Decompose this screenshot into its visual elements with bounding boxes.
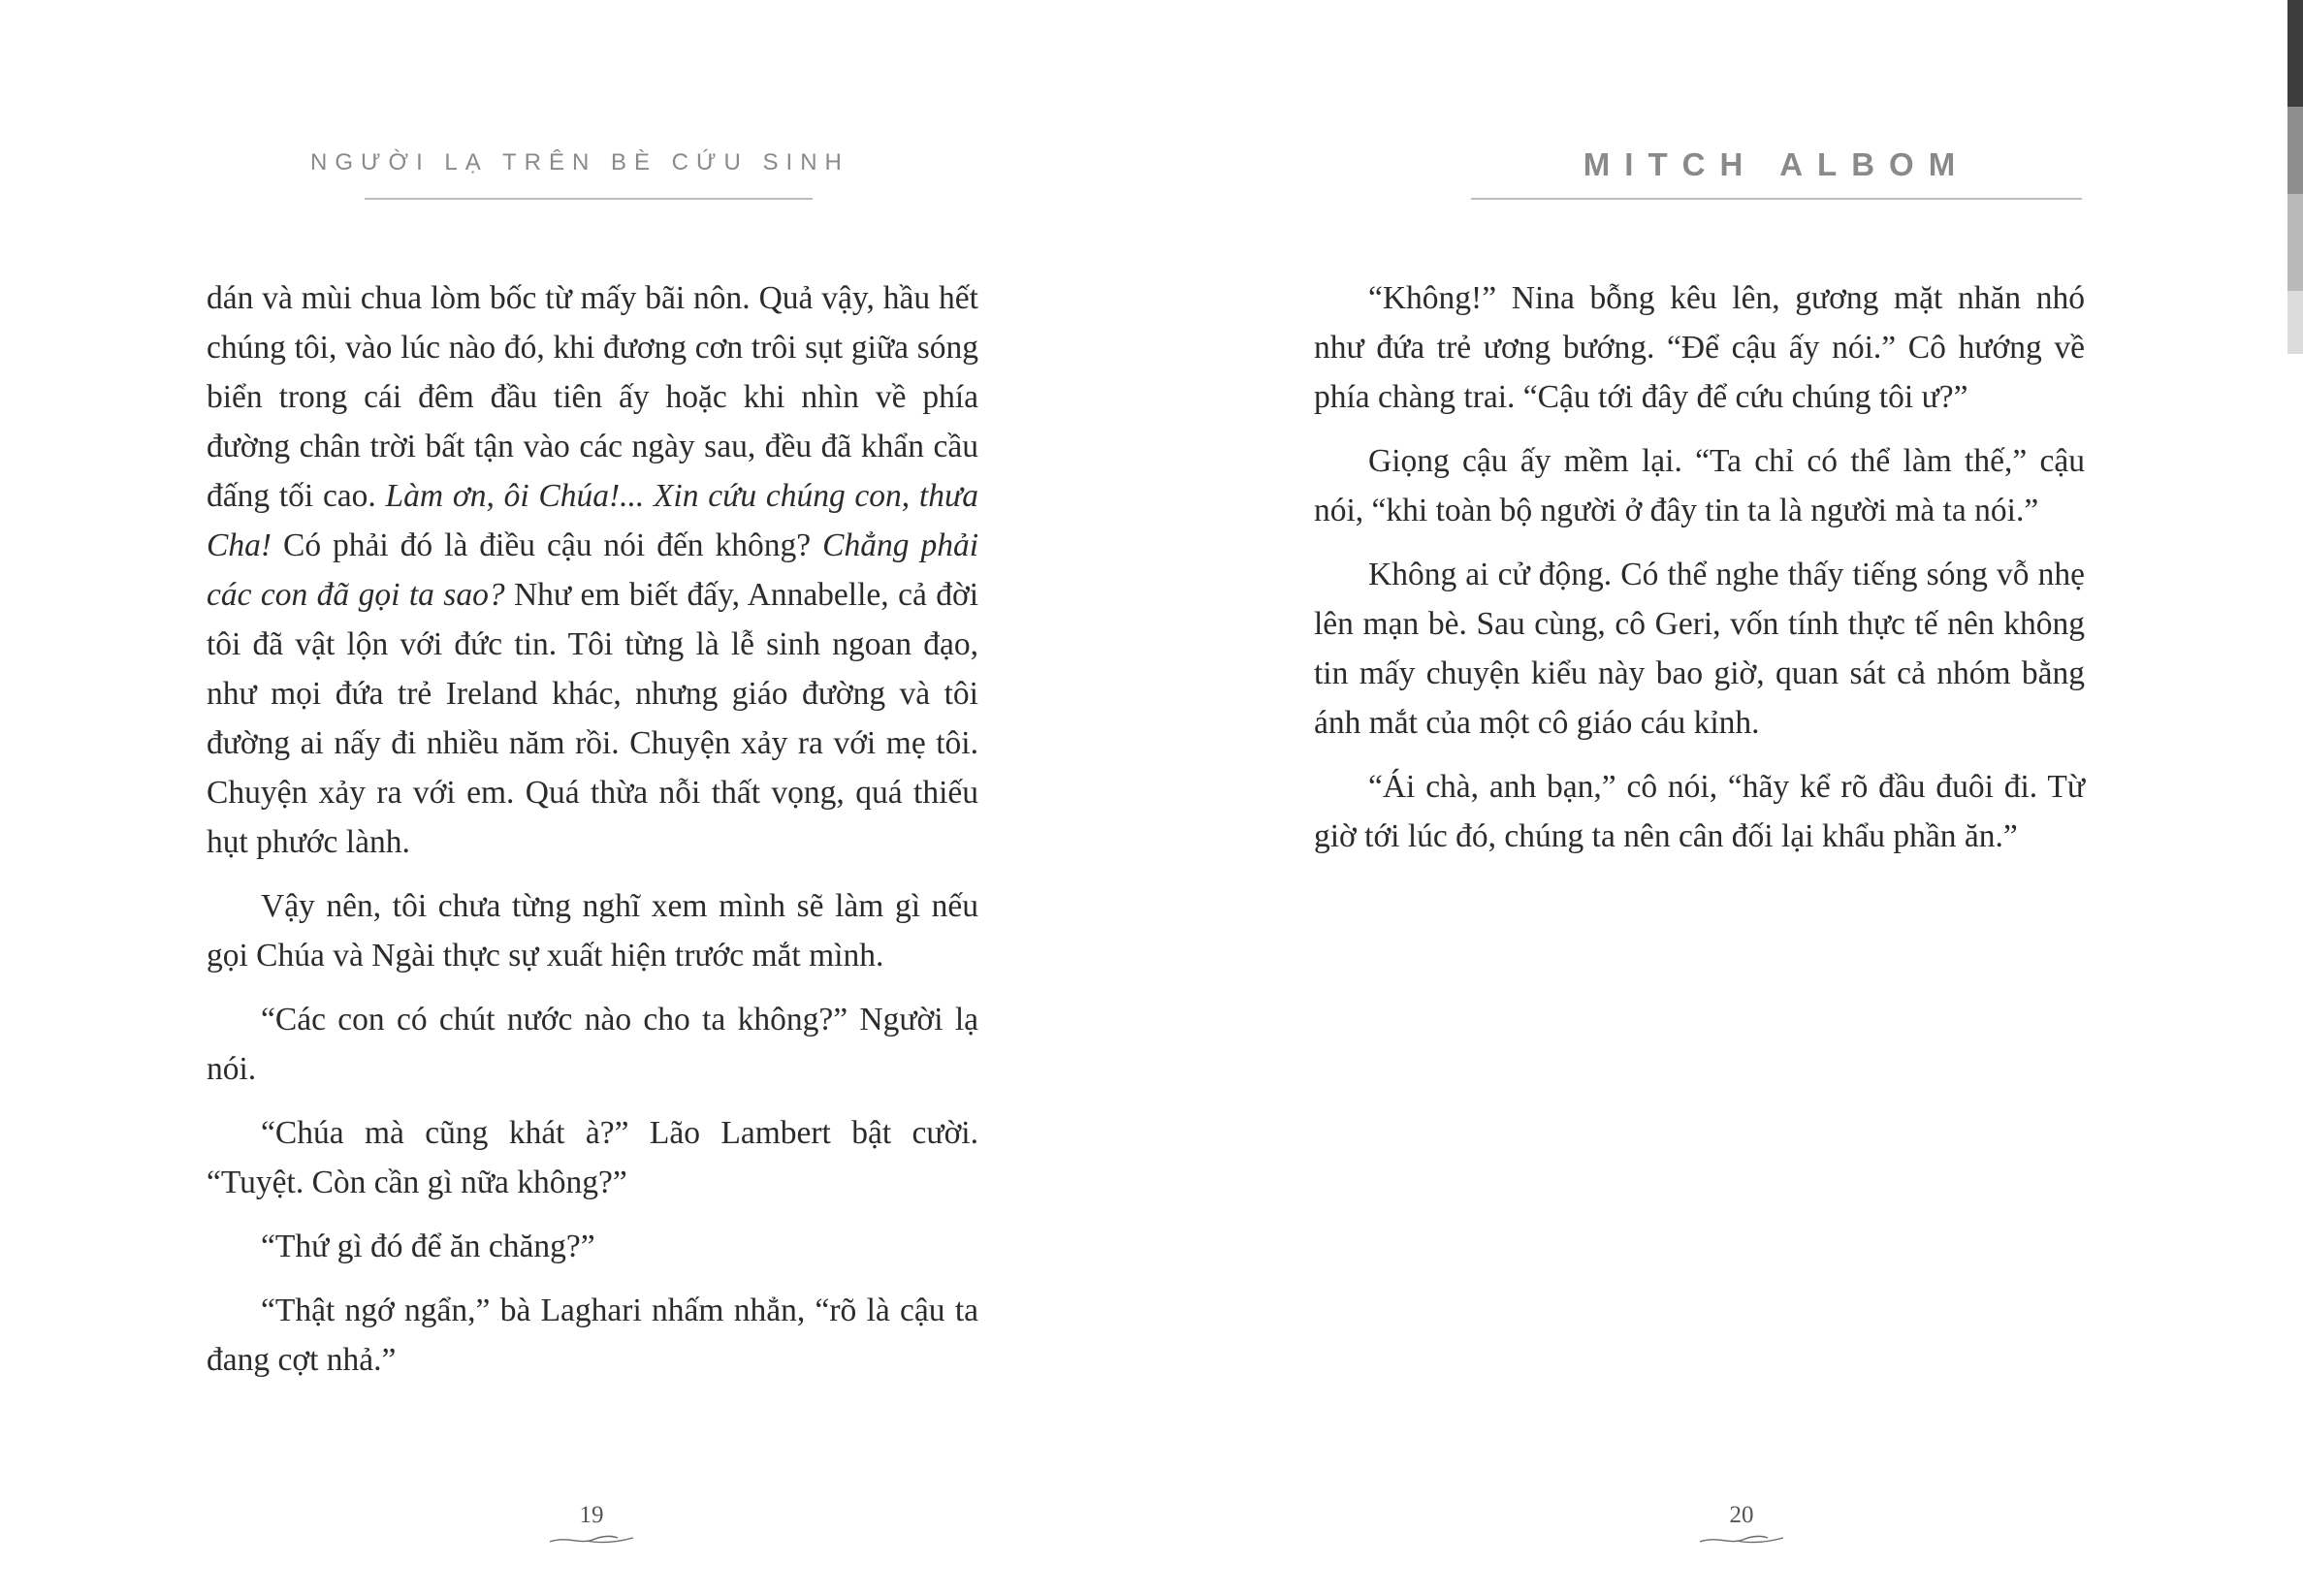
- scroll-indicator-segment: [2287, 107, 2303, 194]
- text-segment: dán và mùi chua lòm bốc từ mấy bãi nôn. Quả vậy, hầu hết chúng tôi, vào lúc nào đó, khi đương cơn trôi sụt giữa sóng biển trong cái đêm đầu tiên ấy hoặc khi nhìn về phía đường chân trời bất tận vào các ngày sau, đều đã khẩn cầu đấng tối cao.: [207, 280, 978, 514]
- body-paragraph: [1314, 436, 2085, 535]
- scroll-indicator-segment: [2287, 194, 2303, 291]
- running-header-text: NGƯỜI LẠ TRÊN BÈ CỨU SINH: [310, 149, 849, 176]
- text-segment: “Thật ngớ ngẩn,” bà Laghari nhấm nhẳn, “rõ là cậu ta đang cợt nhả.”: [207, 1293, 978, 1378]
- body-paragraph: [207, 273, 978, 867]
- running-header-text: MITCH ALBOM: [1583, 146, 1970, 182]
- text-segment: Như em biết đấy, Annabelle, cả đời tôi đã vật lộn với đức tin. Tôi từng là lễ sinh ngoan đạo, như mọi đứa trẻ Ireland khác, nhưng giáo đường và tôi đường ai nấy đi nhiều năm rồi. Chuyện xảy ra với mẹ tôi. Chuyện xảy ra với em. Quá thừa nỗi thất vọng, quá thiếu hụt phước lành.: [207, 577, 978, 860]
- text-segment: “Các con có chút nước nào cho ta không?” Người lạ nói.: [207, 1002, 978, 1087]
- body-paragraph: [1314, 273, 2085, 422]
- header-rule: [1471, 198, 2082, 200]
- page-number-20: [1693, 1501, 1790, 1546]
- scroll-indicator-segment: [2287, 0, 2303, 107]
- running-header-author: [1471, 145, 2082, 184]
- body-paragraph: [207, 1222, 978, 1271]
- text-segment: Có phải đó là điều cậu nói đến không?: [272, 527, 823, 563]
- running-header-book-title: [310, 145, 849, 180]
- page-number-text: 19: [579, 1502, 604, 1528]
- body-paragraph: [207, 995, 978, 1094]
- text-segment: Giọng cậu ấy mềm lại. “Ta chỉ có thể làm thế,” cậu nói, “khi toàn bộ người ở đây tin ta là người mà ta nói.”: [1314, 443, 2085, 528]
- scroll-indicator[interactable]: [2287, 0, 2303, 354]
- text-segment: Vậy nên, tôi chưa từng nghĩ xem mình sẽ làm gì nếu gọi Chúa và Ngài thực sự xuất hiện trước mắt mình.: [207, 888, 978, 974]
- body-paragraph: [207, 881, 978, 980]
- right-page: [1151, 0, 2303, 1596]
- body-paragraph: [207, 1108, 978, 1207]
- header-rule: [365, 198, 813, 200]
- italic-text-segment: Chẳng phải các con đã gọi ta sao?: [207, 527, 978, 613]
- swash-ornament-icon: [548, 1532, 635, 1546]
- text-segment: “Ái chà, anh bạn,” cô nói, “hãy kể rõ đầu đuôi đi. Từ giờ tới lúc đó, chúng ta nên cân đối lại khẩu phần ăn.”: [1314, 769, 2085, 854]
- left-page: [0, 0, 1151, 1596]
- left-page-body: [207, 273, 978, 1399]
- page-number-text: 20: [1729, 1502, 1754, 1528]
- scroll-indicator-segment: [2287, 291, 2303, 354]
- body-paragraph: [1314, 550, 2085, 748]
- swash-ornament-icon: [1698, 1532, 1785, 1546]
- italic-text-segment: Làm ơn, ôi Chúa!... Xin cứu chúng con, thưa Cha!: [207, 478, 978, 563]
- body-paragraph: [207, 1286, 978, 1385]
- text-segment: “Không!” Nina bỗng kêu lên, gương mặt nhăn nhó như đứa trẻ ương bướng. “Để cậu ấy nói.” Cô hướng về phía chàng trai. “Cậu tới đây để cứu chúng tôi ư?”: [1314, 280, 2085, 415]
- right-page-body: [1314, 273, 2085, 876]
- text-segment: Không ai cử động. Có thể nghe thấy tiếng sóng vỗ nhẹ lên mạn bè. Sau cùng, cô Geri, vốn tính thực tế nên không tin mấy chuyện kiểu này bao giờ, quan sát cả nhóm bằng ánh mắt của một cô giáo cáu kỉnh.: [1314, 557, 2085, 741]
- text-segment: “Chúa mà cũng khát à?” Lão Lambert bật cười. “Tuyệt. Còn cần gì nữa không?”: [207, 1115, 978, 1200]
- text-segment: “Thứ gì đó để ăn chăng?”: [261, 1229, 595, 1264]
- page-number-19: [543, 1501, 640, 1546]
- body-paragraph: [1314, 762, 2085, 861]
